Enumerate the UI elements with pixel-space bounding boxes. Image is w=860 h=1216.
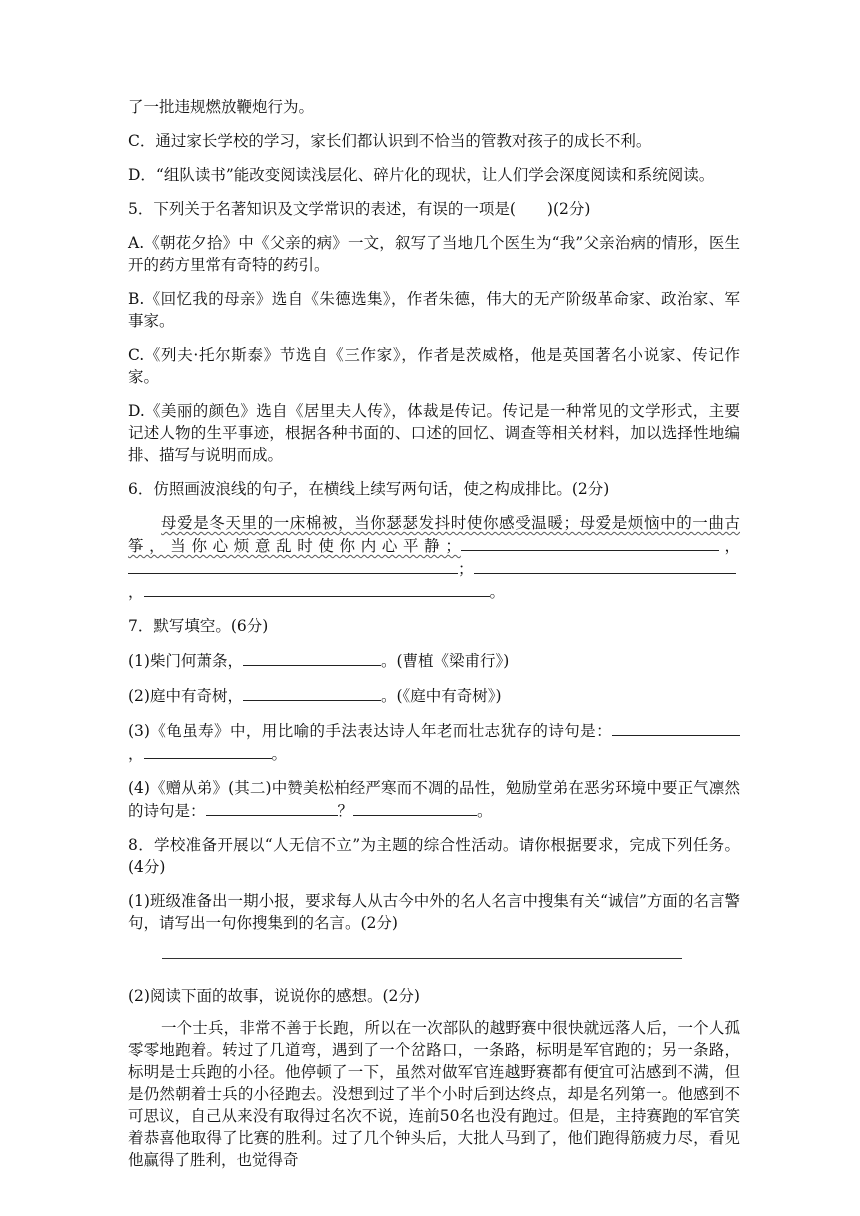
question-7-item-2: (2)庭中有奇树， 。(《庭中有奇树》) [128,684,740,707]
document-page [128,96,740,1171]
fill-blank-7-3a[interactable] [612,719,740,736]
question-8-sub-1: (1)班级准备出一期小报，要求每人从古今中外的名人名言中搜集有关“诚信”方面的名言警句，请写出一句你搜集到的名言。(2分) [128,892,740,932]
fill-blank-7-2[interactable] [243,684,381,701]
question-5-option-b: B.《回忆我的母亲》选自《朱德选集》，作者朱德，伟大的无产阶级革命家、政治家、军事家。 [128,290,740,330]
question-7-stem: 7．默写填空。(6分) [128,617,269,635]
option-d-q4: D．“组队读书”能改变阅读浅层化、碎片化的现状，让人们学会深度阅读和系统阅读。 [128,166,715,184]
question-5-option-c: C.《列夫·托尔斯泰》节选自《三作家》，作者是茨威格，他是英国著名小说家、传记作家。 [128,346,740,386]
answer-blank-2[interactable] [128,557,458,574]
question-5-stem: 5．下列关于名著知识及文学常识的表述，有误的一项是( )(2分) [128,200,591,218]
fill-blank-7-4b[interactable] [353,799,477,816]
question-6-stem: 6．仿照画波浪线的句子，在横线上续写两句话，使之构成排比。(2分) [128,480,610,498]
fill-blank-7-4a[interactable] [206,799,338,816]
question-7-item-4: (4)《赠从弟》(其二)中赞美松柏经严寒而不凋的品性，勉励堂弟在恶劣环境中要正气凛然的诗句是： ？ 。 [128,779,740,820]
option-c-q4: C．通过家长学校的学习，家长们都认识到不恰当的管教对孩子的成长不利。 [128,132,652,150]
answer-blank-4[interactable] [144,580,490,597]
answer-blank-3[interactable] [474,557,736,574]
question-7-item-1: (1)柴门何萧条， 。(曹植《梁甫行》) [128,649,740,672]
question-5-option-a: A.《朝花夕拾》中《父亲的病》一文，叙写了当地几个医生为“我”父亲治病的情形，医生开的药方里常有奇特的药引。 [128,234,740,274]
question-8-stem: 8．学校准备开展以“人无信不立”为主题的综合性活动。请你根据要求，完成下列任务。(4分) [128,836,740,876]
fill-blank-7-3b[interactable] [144,742,272,759]
question-8-sub-2: (2)阅读下面的故事，说说你的感想。(2分) [128,987,420,1005]
question-6-body: 母爱是冬天里的一床棉被，当你瑟瑟发抖时使你感受温暖；母爱是烦恼中的一曲古筝，当你心烦意乱时使你内心平静； ，；， 。 [128,514,740,601]
story-passage: 一个士兵，非常不善于长跑，所以在一次部队的越野赛中很快就远落人后，一个人孤零零地跑着。转过了几道弯，遇到了一个岔路口，一条路，标明是军官跑的；另一条路，标明是士兵跑的小径。他停顿了一下，虽然对做军官连越野赛都有便宜可沾感到不满，但是仍然朝着士兵的小径跑去。没想到过了半个小时后到达终点，却是名列第一。他感到不可思议，自己从来没有取得过名次不说，连前50名也没有跑过。但是，主持赛跑的军官笑着恭喜他取得了比赛的胜利。过了几个钟头后，大批人马到了，他们跑得筋疲力尽，看见他赢得了胜利，也觉得奇 [128,1019,740,1169]
wavy-underlined-sentence: 母爱是冬天里的一床棉被，当你瑟瑟发抖时使你感受温暖；母爱是烦恼中的一曲古筝，当你心烦意乱时使你内心平静； [128,514,740,555]
question-5-option-d: D.《美丽的颜色》选自《居里夫人传》，体裁是传记。传记是一种常见的文学形式，主要记述人物的生平事迹，根据各种书面的、口述的回忆、调查等相关材料，加以选择性地编排、描写与说明而成。 [128,402,740,464]
fill-blank-7-1[interactable] [243,649,381,666]
answer-line-8-1[interactable] [162,958,682,959]
answer-blank-1[interactable] [461,534,719,551]
continued-line: 了一批违规燃放鞭炮行为。 [128,98,315,116]
question-7-item-3: (3)《龟虽寿》中，用比喻的手法表达诗人年老而壮志犹存的诗句是：， 。 [128,719,740,765]
